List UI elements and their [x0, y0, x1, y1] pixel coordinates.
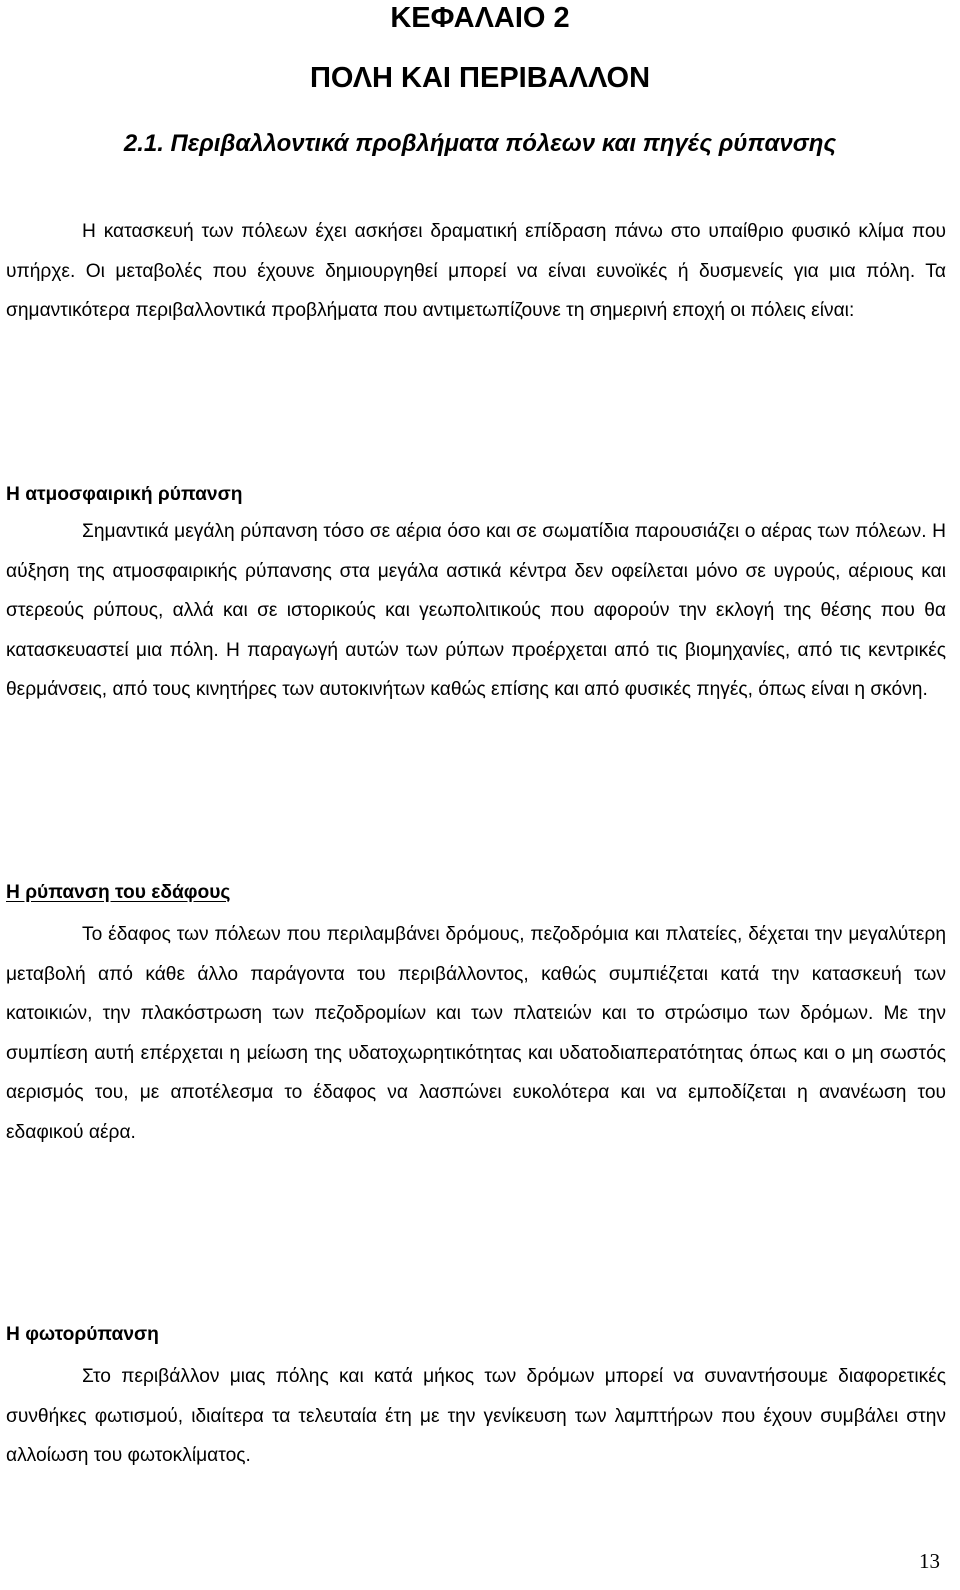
intro-paragraph: Η κατασκευή των πόλεων έχει ασκήσει δραματική επίδραση πάνω στο υπαίθριο φυσικό κλίμα που υπήρχε. Οι μεταβολές που έχουνε δημιουργηθεί μπορεί να είναι ευνοϊκές ή δυσμενείς για μια πόλη. Τα σημαντικότερα περιβαλλοντικά προβλήματα που αντιμετωπίζουνε τη σημερινή εποχή οι πόλεις είναι: [6, 221, 946, 321]
subsection-heading-light-pollution: Η φωτορύπανση [6, 1324, 159, 1345]
subsection-paragraph-soil-pollution: Το έδαφος των πόλεων που περιλαμβάνει δρόμους, πεζοδρόμια και πλατείες, δέχεται την μεγαλύτερη μεταβολή από κάθε άλλο παράγοντα του περιβάλλοντος, καθώς συμπιέζεται κατά την κατασκευή των κατοικιών, την πλακόστρωση των πεζοδρομίων και των πλατειών και το στρώσιμο των δρόμων. Με την συμπίεση αυτή επέρχεται η μείωση της υδατοχωρητικότητας και υδατοδιαπερατότητας όπως και ο μη σωστός αερισμός του, με αποτέλεσμα το έδαφος να λασπώνει ευκολότερα και να εμποδίζεται η ανανέωση του εδαφικού αέρα. [6, 924, 946, 1143]
subsection-heading-air-pollution: Η ατμοσφαιρική ρύπανση [6, 484, 243, 505]
subsection-paragraph-air-pollution: Σημαντικά μεγάλη ρύπανση τόσο σε αέρια όσο και σε σωματίδια παρουσιάζει ο αέρας των πόλεων. Η αύξηση της ατμοσφαιρικής ρύπανσης στα μεγάλα αστικά κέντρα δεν οφείλεται μόνο σε υγρούς, αέριους και στερεούς ρύπους, αλλά και σε ιστορικούς και γεωπολιτικούς που αφορούν την εκλογή της θέσης που θα κατασκευαστεί μια πόλη. Η παραγωγή αυτών των ρύπων προέρχεται από τις βιομηχανίες, από τις κεντρικές θερμάνσεις, από τους κινητήρες των αυτοκινήτων καθώς επίσης και από φυσικές πηγές, όπως είναι η σκόνη. [6, 521, 946, 700]
section-title: 2.1. Περιβαλλοντικά προβλήματα πόλεων και πηγές ρύπανσης [123, 130, 837, 157]
page-number: 13 [919, 1549, 940, 1573]
chapter-number: ΚΕΦΑΛΑΙΟ 2 [390, 2, 570, 34]
subsection-paragraph-light-pollution: Στο περιβάλλον μιας πόλης και κατά μήκος των δρόμων μπορεί να συναντήσουμε διαφορετικές συνθήκες φωτισμού, ιδιαίτερα τα τελευταία έτη με την γενίκευση των λαμπτήρων που έχουν συμβάλει στην αλλοίωση του φωτοκλίματος. [6, 1366, 946, 1466]
subsection-heading-soil-pollution: Η ρύπανση του εδάφους [6, 882, 231, 903]
chapter-title: ΠΟΛΗ ΚΑΙ ΠΕΡΙΒΑΛΛΟΝ [309, 62, 651, 94]
